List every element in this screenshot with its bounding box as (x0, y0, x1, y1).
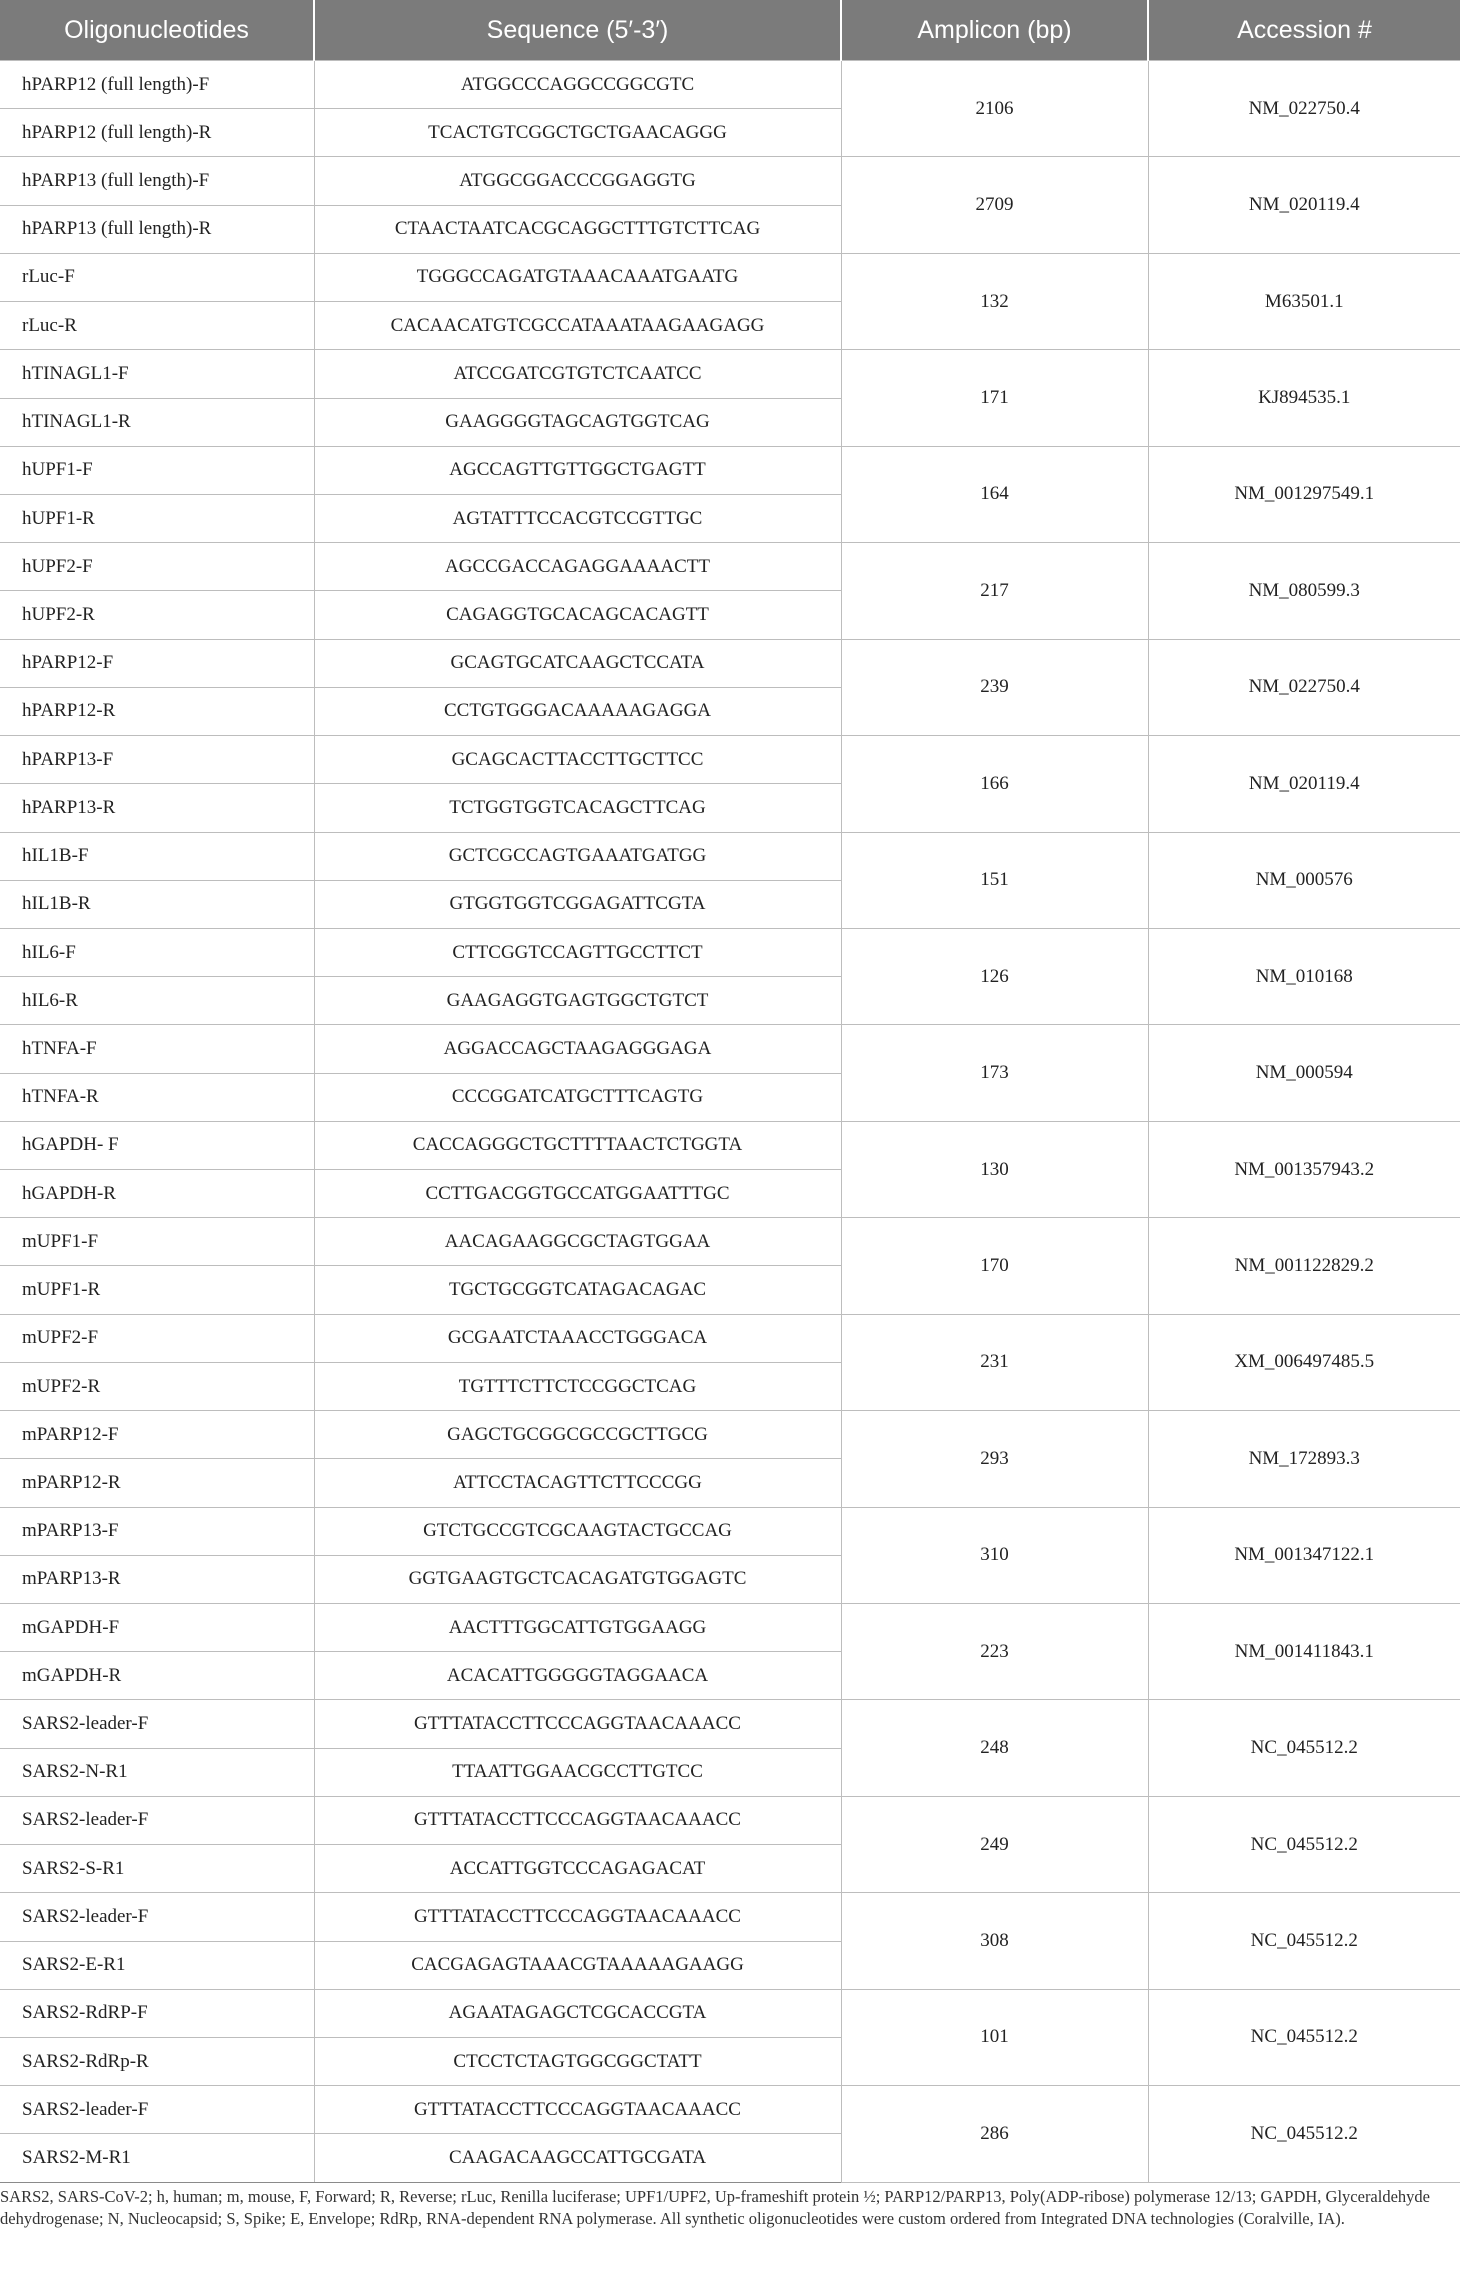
sequence-cell: GCGAATCTAAACCTGGGACA (314, 1314, 841, 1362)
accession-cell: NM_172893.3 (1148, 1411, 1460, 1507)
sequence-cell: GAGCTGCGGCGCCGCTTGCG (314, 1411, 841, 1459)
oligo-name-cell: SARS2-leader-F (0, 1893, 314, 1941)
oligo-name-cell: hPARP12 (full length)-R (0, 109, 314, 157)
oligo-name-cell: mUPF1-F (0, 1218, 314, 1266)
accession-cell: KJ894535.1 (1148, 350, 1460, 446)
oligo-name-cell: mGAPDH-R (0, 1652, 314, 1700)
sequence-cell: AGCCAGTTGTTGGCTGAGTT (314, 446, 841, 494)
oligo-name-cell: SARS2-RdRP-F (0, 1989, 314, 2037)
amplicon-cell: 223 (841, 1604, 1148, 1700)
oligo-name-cell: hTINAGL1-R (0, 398, 314, 446)
oligo-name-cell: hUPF1-F (0, 446, 314, 494)
amplicon-cell: 239 (841, 639, 1148, 735)
sequence-cell: GCTCGCCAGTGAAATGATGG (314, 832, 841, 880)
amplicon-cell: 293 (841, 1411, 1148, 1507)
sequence-cell: CCTTGACGGTGCCATGGAATTTGC (314, 1170, 841, 1218)
accession-cell: NM_022750.4 (1148, 639, 1460, 735)
amplicon-cell: 248 (841, 1700, 1148, 1796)
sequence-cell: AGCCGACCAGAGGAAAACTT (314, 543, 841, 591)
amplicon-cell: 166 (841, 736, 1148, 832)
amplicon-cell: 173 (841, 1025, 1148, 1121)
amplicon-cell: 170 (841, 1218, 1148, 1314)
oligo-name-cell: hTNFA-F (0, 1025, 314, 1073)
amplicon-cell: 151 (841, 832, 1148, 928)
amplicon-cell: 249 (841, 1796, 1148, 1892)
accession-cell: NM_001122829.2 (1148, 1218, 1460, 1314)
sequence-cell: CTTCGGTCCAGTTGCCTTCT (314, 928, 841, 976)
sequence-cell: TGCTGCGGTCATAGACAGAC (314, 1266, 841, 1314)
sequence-cell: GTTTATACCTTCCCAGGTAACAAACC (314, 2086, 841, 2134)
oligo-name-cell: mPARP12-F (0, 1411, 314, 1459)
table-row (0, 736, 1460, 784)
sequence-cell: AGGACCAGCTAAGAGGGAGA (314, 1025, 841, 1073)
oligo-name-cell: hPARP13 (full length)-F (0, 157, 314, 205)
oligo-name-cell: hUPF2-R (0, 591, 314, 639)
accession-cell: NM_020119.4 (1148, 736, 1460, 832)
accession-cell: NM_010168 (1148, 928, 1460, 1024)
oligo-name-cell: hIL1B-R (0, 880, 314, 928)
table-row (0, 928, 1460, 976)
oligo-name-cell: mPARP13-R (0, 1555, 314, 1603)
accession-cell: NM_000594 (1148, 1025, 1460, 1121)
amplicon-cell: 132 (841, 253, 1148, 349)
table-footnote: SARS2, SARS-CoV-2; h, human; m, mouse, F, Forward; R, Reverse; rLuc, Renilla luciferase; UPF1/UPF2, Up-frameshift protein ½; PARP12/PARP13, Poly(ADP-ribose) polymerase 12/13; GAPDH, Glyceraldehyde dehydrogenase; N, Nucleocapsid; S, Spike; E, Envelope; RdRp, RNA-dependent RNA polymerase. All synthetic oligonucleotides were custom ordered from Integrated DNA technologies (Coralville, IA). (0, 2187, 1430, 2228)
sequence-cell: AACTTTGGCATTGTGGAAGG (314, 1604, 841, 1652)
oligo-name-cell: rLuc-R (0, 302, 314, 350)
table-row (0, 253, 1460, 301)
sequence-cell: CAAGACAAGCCATTGCGATA (314, 2134, 841, 2182)
sequence-cell: ACACATTGGGGGTAGGAACA (314, 1652, 841, 1700)
oligo-name-cell: mGAPDH-F (0, 1604, 314, 1652)
oligo-name-cell: hPARP13 (full length)-R (0, 205, 314, 253)
sequence-cell: GTTTATACCTTCCCAGGTAACAAACC (314, 1893, 841, 1941)
sequence-cell: GTTTATACCTTCCCAGGTAACAAACC (314, 1796, 841, 1844)
sequence-cell: TCTGGTGGTCACAGCTTCAG (314, 784, 841, 832)
amplicon-cell: 308 (841, 1893, 1148, 1989)
oligo-name-cell: rLuc-F (0, 253, 314, 301)
table-row (0, 1121, 1460, 1169)
amplicon-cell: 217 (841, 543, 1148, 639)
oligo-name-cell: hTNFA-R (0, 1073, 314, 1121)
sequence-cell: GTCTGCCGTCGCAAGTACTGCCAG (314, 1507, 841, 1555)
table-body (0, 61, 1460, 2183)
table-row (0, 1025, 1460, 1073)
table-row (0, 1218, 1460, 1266)
oligo-name-cell: hIL6-R (0, 977, 314, 1025)
sequence-cell: TTAATTGGAACGCCTTGTCC (314, 1748, 841, 1796)
oligo-name-cell: hPARP12 (full length)-F (0, 61, 314, 109)
oligo-name-cell: hUPF2-F (0, 543, 314, 591)
table-row (0, 350, 1460, 398)
table-row (0, 446, 1460, 494)
sequence-cell: GTGGTGGTCGGAGATTCGTA (314, 880, 841, 928)
amplicon-cell: 164 (841, 446, 1148, 542)
table-row (0, 2086, 1460, 2134)
oligo-name-cell: SARS2-N-R1 (0, 1748, 314, 1796)
sequence-cell: ATGGCCCAGGCCGGCGTC (314, 61, 841, 109)
accession-cell: NC_045512.2 (1148, 1893, 1460, 1989)
table-row (0, 1507, 1460, 1555)
table-row (0, 639, 1460, 687)
oligo-name-cell: hPARP13-F (0, 736, 314, 784)
sequence-cell: GAAGAGGTGAGTGGCTGTCT (314, 977, 841, 1025)
accession-cell: NM_000576 (1148, 832, 1460, 928)
sequence-cell: CAGAGGTGCACAGCACAGTT (314, 591, 841, 639)
sequence-cell: ATTCCTACAGTTCTTCCCGG (314, 1459, 841, 1507)
table-row (0, 61, 1460, 109)
accession-cell: NM_080599.3 (1148, 543, 1460, 639)
oligo-name-cell: SARS2-E-R1 (0, 1941, 314, 1989)
amplicon-cell: 126 (841, 928, 1148, 1024)
sequence-cell: GAAGGGGTAGCAGTGGTCAG (314, 398, 841, 446)
sequence-cell: AGAATAGAGCTCGCACCGTA (314, 1989, 841, 2037)
column-header-accession: Accession # (1148, 0, 1460, 61)
amplicon-cell: 130 (841, 1121, 1148, 1217)
oligo-name-cell: SARS2-leader-F (0, 2086, 314, 2134)
oligo-name-cell: mUPF2-R (0, 1362, 314, 1410)
table-row (0, 1314, 1460, 1362)
oligo-name-cell: hUPF1-R (0, 494, 314, 542)
amplicon-cell: 2106 (841, 61, 1148, 157)
sequence-cell: GTTTATACCTTCCCAGGTAACAAACC (314, 1700, 841, 1748)
amplicon-cell: 2709 (841, 157, 1148, 253)
sequence-cell: ATCCGATCGTGTCTCAATCC (314, 350, 841, 398)
sequence-cell: CTCCTCTAGTGGCGGCTATT (314, 2037, 841, 2085)
accession-cell: NM_001347122.1 (1148, 1507, 1460, 1603)
accession-cell: M63501.1 (1148, 253, 1460, 349)
table-row (0, 1989, 1460, 2037)
table-row (0, 1604, 1460, 1652)
accession-cell: NM_001297549.1 (1148, 446, 1460, 542)
column-header-amplicon: Amplicon (bp) (841, 0, 1148, 61)
sequence-cell: ACCATTGGTCCCAGAGACAT (314, 1845, 841, 1893)
sequence-cell: ATGGCGGACCCGGAGGTG (314, 157, 841, 205)
sequence-cell: GCAGTGCATCAAGCTCCATA (314, 639, 841, 687)
table-row (0, 543, 1460, 591)
amplicon-cell: 286 (841, 2086, 1148, 2182)
amplicon-cell: 231 (841, 1314, 1148, 1410)
accession-cell: NC_045512.2 (1148, 1796, 1460, 1892)
sequence-cell: AGTATTTCCACGTCCGTTGC (314, 494, 841, 542)
oligo-name-cell: hIL1B-F (0, 832, 314, 880)
table-row (0, 1700, 1460, 1748)
accession-cell: NC_045512.2 (1148, 1700, 1460, 1796)
sequence-cell: CTAACTAATCACGCAGGCTTTGTCTTCAG (314, 205, 841, 253)
table-row (0, 1893, 1460, 1941)
sequence-cell: AACAGAAGGCGCTAGTGGAA (314, 1218, 841, 1266)
oligo-name-cell: hTINAGL1-F (0, 350, 314, 398)
oligo-name-cell: hPARP12-R (0, 687, 314, 735)
accession-cell: NC_045512.2 (1148, 2086, 1460, 2182)
sequence-cell: TCACTGTCGGCTGCTGAACAGGG (314, 109, 841, 157)
sequence-cell: CACAACATGTCGCCATAAATAAGAAGAGG (314, 302, 841, 350)
table-header (0, 0, 1460, 61)
oligo-name-cell: mPARP13-F (0, 1507, 314, 1555)
table-row (0, 832, 1460, 880)
accession-cell: NM_001357943.2 (1148, 1121, 1460, 1217)
sequence-cell: CACGAGAGTAAACGTAAAAAGAAGG (314, 1941, 841, 1989)
oligo-name-cell: mPARP12-R (0, 1459, 314, 1507)
oligo-name-cell: hIL6-F (0, 928, 314, 976)
oligo-name-cell: hPARP13-R (0, 784, 314, 832)
accession-cell: XM_006497485.5 (1148, 1314, 1460, 1410)
accession-cell: NM_020119.4 (1148, 157, 1460, 253)
oligo-name-cell: SARS2-leader-F (0, 1700, 314, 1748)
oligo-name-cell: SARS2-leader-F (0, 1796, 314, 1844)
table-row (0, 157, 1460, 205)
column-header-oligonucleotides: Oligonucleotides (0, 0, 314, 61)
oligo-name-cell: mUPF1-R (0, 1266, 314, 1314)
table-row (0, 1411, 1460, 1459)
sequence-cell: CACCAGGGCTGCTTTTAACTCTGGTA (314, 1121, 841, 1169)
oligo-name-cell: hPARP12-F (0, 639, 314, 687)
oligo-name-cell: SARS2-S-R1 (0, 1845, 314, 1893)
sequence-cell: TGTTTCTTCTCCGGCTCAG (314, 1362, 841, 1410)
oligo-name-cell: hGAPDH- F (0, 1121, 314, 1169)
header-row (0, 0, 1460, 61)
accession-cell: NC_045512.2 (1148, 1989, 1460, 2085)
sequence-cell: TGGGCCAGATGTAAACAAATGAATG (314, 253, 841, 301)
oligo-name-cell: mUPF2-F (0, 1314, 314, 1362)
amplicon-cell: 101 (841, 1989, 1148, 2085)
accession-cell: NM_001411843.1 (1148, 1604, 1460, 1700)
amplicon-cell: 171 (841, 350, 1148, 446)
sequence-cell: CCTGTGGGACAAAAAGAGGA (314, 687, 841, 735)
accession-cell: NM_022750.4 (1148, 61, 1460, 157)
sequence-cell: CCCGGATCATGCTTTCAGTG (314, 1073, 841, 1121)
oligo-name-cell: SARS2-RdRp-R (0, 2037, 314, 2085)
column-header-sequence: Sequence (5′-3′) (314, 0, 841, 61)
sequence-cell: GCAGCACTTACCTTGCTTCC (314, 736, 841, 784)
amplicon-cell: 310 (841, 1507, 1148, 1603)
sequence-cell: GGTGAAGTGCTCACAGATGTGGAGTC (314, 1555, 841, 1603)
oligo-name-cell: hGAPDH-R (0, 1170, 314, 1218)
oligo-name-cell: SARS2-M-R1 (0, 2134, 314, 2182)
table-row (0, 1796, 1460, 1844)
